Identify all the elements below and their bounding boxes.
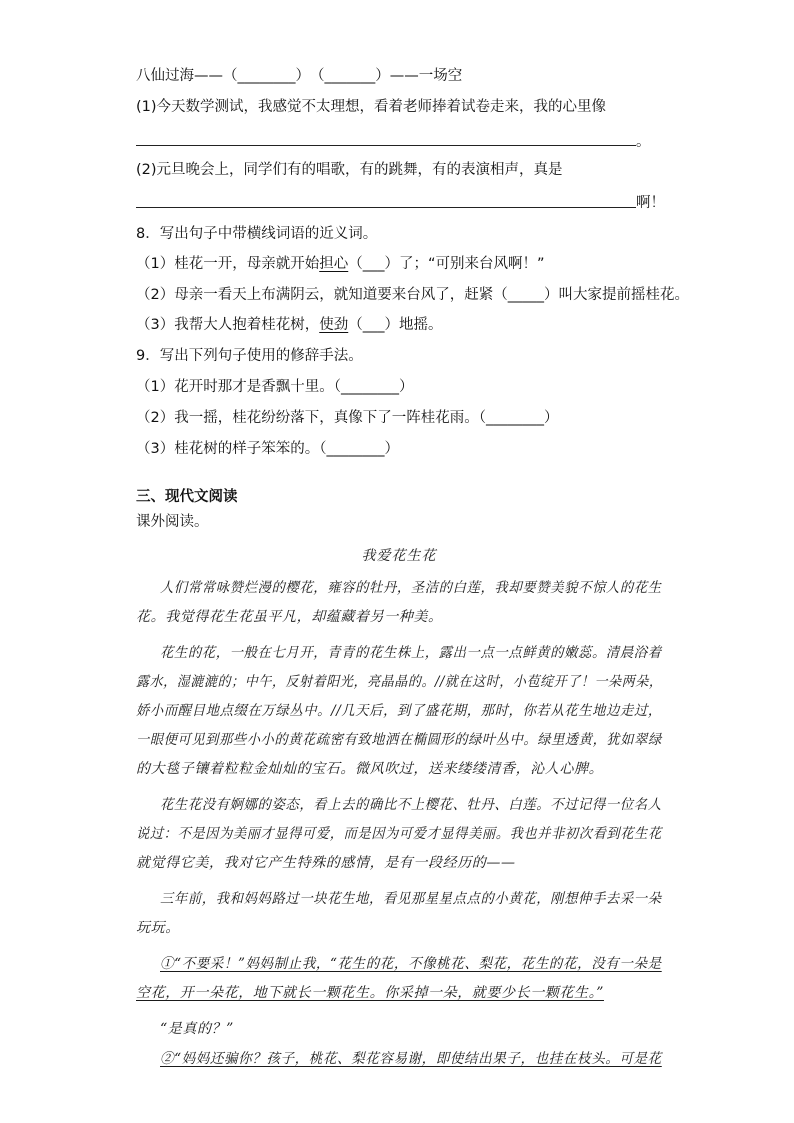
- passage-line: 花。我觉得花生花虽平凡，却蕴藏着另一种美。: [136, 609, 443, 625]
- q9-item-2: （2）我一摇，桂花纷纷落下，真像下了一阵桂花雨。（________）: [136, 410, 559, 426]
- section-subheading: 课外阅读。: [136, 514, 209, 530]
- q7-sentence-2-end: 啊！: [636, 195, 665, 211]
- passage-line-underlined: ②“妈妈还骗你？孩子，桃花、梨花容易谢，即使结出果子，也挂在枝头。可是花: [160, 1051, 662, 1067]
- passage-title: 我爱花生花: [361, 548, 437, 564]
- q9-item-3: （3）桂花树的样子笨笨的。（________）: [136, 441, 399, 457]
- passage-line: 一眼便可见到那些小小的黄花疏密有致地洒在椭圆形的绿叶丛中。绿里透黄，犹如翠绿: [136, 732, 662, 748]
- underlined-word-danxin: 担心: [319, 256, 349, 272]
- passage-line: 花生的花，一般在七月开，青青的花生株上，露出一点一点鲜黄的嫩蕊。清晨浴着: [160, 645, 662, 661]
- q7-answer-line-1[interactable]: [136, 145, 636, 146]
- q8-item-1-prefix: （1）桂花一开，母亲就开始: [136, 256, 320, 272]
- passage-line: 玩玩。: [136, 920, 180, 936]
- passage-line: 娇小而醒目地点缀在万绿丛中。//几天后，到了盛花期，那时，你若从花生地边走过，: [136, 703, 662, 719]
- passage-line: 露水，湿漉漉的；中午，反射着阳光，亮晶晶的。//就在这时，小苞绽开了！一朵两朵，: [136, 674, 663, 690]
- passage-line: 就觉得它美，我对它产生特殊的感情，是有一段经历的——: [136, 855, 516, 871]
- reading-passage: [136, 545, 662, 1065]
- q8-item-2: （2）母亲一看天上布满阴云，就知道要来台风了，赶紧（_____）叫大家提前摇桂花。: [136, 287, 689, 303]
- section-heading: 三、现代文阅读: [136, 489, 238, 505]
- passage-line: 三年前，我和妈妈路过一块花生地，看见那星星点点的小黄花，刚想伸手去采一朵: [160, 891, 662, 907]
- idiom-pair-row: 八仙过海——（________） （_______）——一场空: [136, 68, 463, 84]
- underlined-word-shijin: 使劲: [319, 317, 349, 333]
- q7-answer-line-2[interactable]: [136, 207, 636, 208]
- q7-sentence-2: (2)元旦晚会上，同学们有的唱歌，有的跳舞，有的表演相声，真是: [136, 162, 563, 178]
- passage-line: 花生花没有婀娜的姿态，看上去的确比不上樱花、牡丹、白莲。不过记得一位名人: [160, 797, 662, 813]
- q8-title: 8．写出句子中带横线词语的近义词。: [136, 226, 378, 242]
- q8-item-3-suffix: （___）地摇。: [348, 317, 443, 333]
- passage-line: 说过：不是因为美丽才显得可爱，而是因为可爱才显得美丽。我也并非初次看到花生花: [136, 826, 662, 842]
- passage-line: “是真的？”: [160, 1021, 234, 1037]
- q9-title: 9．写出下列句子使用的修辞手法。: [136, 348, 363, 364]
- q7-sentence-1-end: 。: [636, 134, 651, 150]
- passage-line: 的大毯子镶着粒粒金灿灿的宝石。微风吹过，送来缕缕清香，沁人心脾。: [136, 761, 604, 777]
- q8-item-3: [136, 315, 442, 335]
- passage-line-underlined: 空花，开一朵花，地下就长一颗花生。你采掉一朵，就要少长一颗花生。”: [136, 985, 604, 1001]
- q8-item-1: [136, 254, 545, 274]
- q8-item-3-prefix: （3）我帮大人抱着桂花树，: [136, 317, 320, 333]
- q7-sentence-1: (1)今天数学测试，我感觉不太理想，看着老师捧着试卷走来，我的心里像: [136, 99, 607, 115]
- passage-line-underlined: ①“不要采！”妈妈制止我，“花生的花，不像桃花、梨花，花生的花，没有一朵是: [160, 956, 662, 972]
- q9-item-1: （1）花开时那才是香飘十里。（________）: [136, 379, 414, 395]
- passage-line: 人们常常咏赞烂漫的樱花，雍容的牡丹，圣洁的白莲，我却要赞美貌不惊人的花生: [160, 580, 662, 596]
- q8-item-1-suffix: （___）了；“可别来台风啊！”: [348, 256, 545, 272]
